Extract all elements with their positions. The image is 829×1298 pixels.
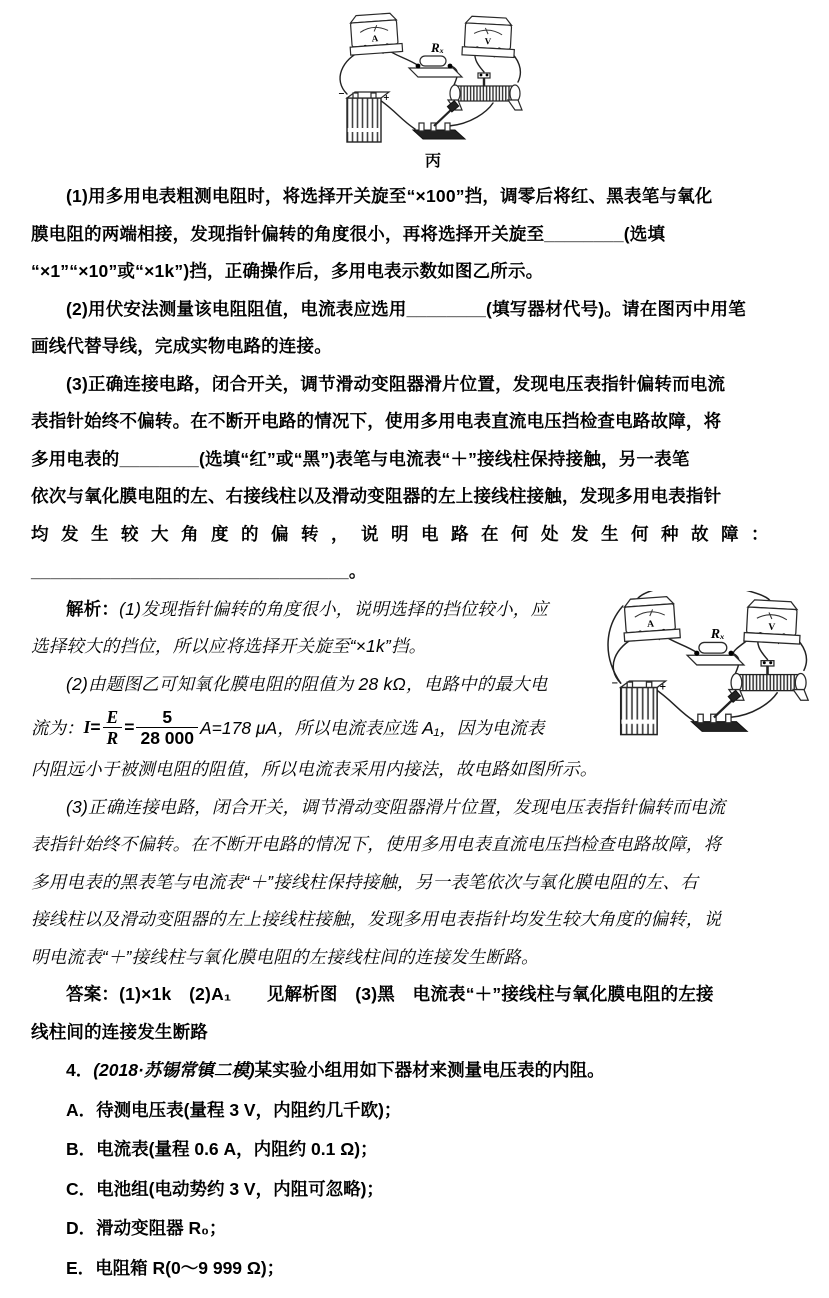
rheostat: [729, 660, 808, 700]
resistor-rx-label: Rₓ: [710, 626, 725, 642]
question-4-item-D: D．滑动变阻器 R₀；: [66, 1218, 227, 1238]
figure-bing: [31, 0, 798, 178]
analysis-line: 内阻远小于被测电阻的阻值，所以电流表采用内接法，故电路如图所示。: [31, 759, 598, 779]
question-4: [31, 1051, 798, 1288]
voltmeter: [462, 16, 516, 61]
battery-minus: −: [611, 677, 619, 688]
question-4-number: 4．: [66, 1060, 94, 1080]
battery-plus: +: [659, 682, 667, 693]
resistor-rx: [687, 627, 744, 665]
analysis-line: 明电流表“＋”接线柱与氧化膜电阻的左接线柱间的连接发生断路。: [31, 946, 539, 967]
problem-3-line: 表指针始终不偏转。在不断开电路的情况下，使用多用电表直流电压挡检查电路故障，将: [31, 411, 722, 431]
question-4-item-E: E．电阻箱 R(0～9 999 Ω)；: [66, 1257, 285, 1278]
question-4-item-A: A．待测电压表(量程 3 V，内阻约几千欧)；: [66, 1099, 402, 1120]
analysis-line: (2)由题图乙可知氧化膜电阻的阻值为 28 kΩ，电路中的最大电: [66, 673, 548, 694]
problem-section: [31, 178, 798, 591]
battery-plus: +: [383, 93, 390, 102]
switch: [413, 101, 465, 139]
figure-analysis: [606, 591, 824, 741]
ammeter-label: A: [646, 618, 655, 630]
ammeter: [348, 13, 403, 59]
problem-1-line: “×1”“×10”或“×1k”)挡，正确操作后，多用电表示数如图乙所示。: [31, 261, 544, 281]
analysis-line: (3)正确连接电路，闭合开关，调节滑动变阻器滑片位置，发现电压表指针偏转而电流: [66, 796, 726, 817]
question-4-item-C: C．电池组(电动势约 3 V，内阻可忽略)；: [66, 1178, 384, 1199]
problem-1-line: (1)用多用电表粗测电阻时，将选择开关旋至“×100”挡，调零后将红、黑表笔与氧化: [66, 186, 713, 206]
analysis-label: 解析：: [66, 598, 120, 619]
switch: [691, 690, 747, 731]
circuit-diagram-bing: [335, 8, 535, 170]
circuit-diagram-answer: [606, 591, 824, 741]
analysis-line: 表指针始终不偏转。在不断开电路的情况下，使用多用电表直流电压挡检查电路故障，将: [31, 834, 722, 854]
voltmeter: [744, 599, 802, 648]
analysis-section: [31, 591, 798, 977]
fraction-E-R: $\frac{E}{R}$: [103, 707, 123, 748]
ammeter-label: A: [371, 33, 379, 44]
analysis-line: 解析：(1)发现指针偏转的角度很小，说明选择的挡位较小，应: [66, 598, 549, 619]
problem-2-line: 画线代替导线，完成实物电路的连接。: [31, 336, 332, 356]
answer-line: 答案：(1)×1k (2)A₁ 见解析图 (3)黑 电流表“＋”接线柱与氧化膜电阻的左接: [66, 984, 714, 1004]
figure-bing-caption: 丙: [425, 153, 442, 170]
rheostat: [448, 73, 522, 110]
problem-3-blank-line: ________________________________。: [31, 561, 367, 581]
problem-3-line: 多用电表的________(选填“红”或“黑”)表笔与电流表“＋”接线柱保持接触，另一表笔: [31, 448, 690, 469]
fraction-5-28000: $\frac{5}{28 000}$: [136, 707, 198, 748]
battery: [611, 678, 666, 734]
problem-2-line: (2)用伏安法测量该电阻阻值，电流表应选用________(填写器材代号)。请在图丙中用笔: [66, 298, 746, 319]
analysis-line: 选择较大的挡位，所以应将选择开关旋至“×1k”挡。: [31, 636, 427, 656]
formula-var-I: I: [83, 716, 91, 737]
ammeter: [622, 595, 681, 645]
question-4-stem: 4．(2018·苏锡常镇二模)某实验小组用如下器材来测量电压表的内阻。: [66, 1060, 605, 1080]
analysis-line: 多用电表的黑表笔与电流表“＋”接线柱保持接触，另一表笔依次与氧化膜电阻的左、右: [31, 871, 698, 892]
question-4-source: (2018·苏锡常镇二模): [93, 1060, 255, 1080]
answer-section: [31, 976, 798, 1051]
battery-minus: −: [338, 89, 345, 98]
answer-line: 线柱间的连接发生断路: [31, 1021, 208, 1042]
question-4-item-B: B．电流表(量程 0.6 A，内阻约 0.1 Ω)；: [66, 1139, 378, 1159]
problem-3-line: (3)正确连接电路，闭合开关，调节滑动变阻器滑片位置，发现电压表指针偏转而电流: [66, 373, 726, 394]
battery: [338, 89, 390, 142]
problem-3-line: 均发生较大角度的偏转，说明电路在何处发生何种故障：: [31, 523, 781, 544]
problem-3-line: 依次与氧化膜电阻的左、右接线柱以及滑动变阻器的左上接线柱接触，发现多用电表指针: [31, 486, 722, 506]
analysis-formula-line: 流为： I = $\frac{E}{R}$ = $\frac{5}{28 000}$ A=178 μA，所以电流表应选 A₁，因为电流表: [31, 706, 545, 748]
resistor-rx: [409, 40, 462, 77]
voltmeter-label: V: [484, 35, 492, 47]
voltmeter-label: V: [767, 621, 776, 633]
analysis-line: 接线柱以及滑动变阻器的左上接线柱接触，发现多用电表指针均发生较大角度的偏转，说: [31, 909, 722, 929]
answer-label: 答案：: [66, 984, 120, 1004]
resistor-rx-label: Rₓ: [431, 40, 445, 55]
problem-1-line: 膜电阻的两端相接，发现指针偏转的角度很小，再将选择开关旋至________(选填: [31, 223, 666, 244]
